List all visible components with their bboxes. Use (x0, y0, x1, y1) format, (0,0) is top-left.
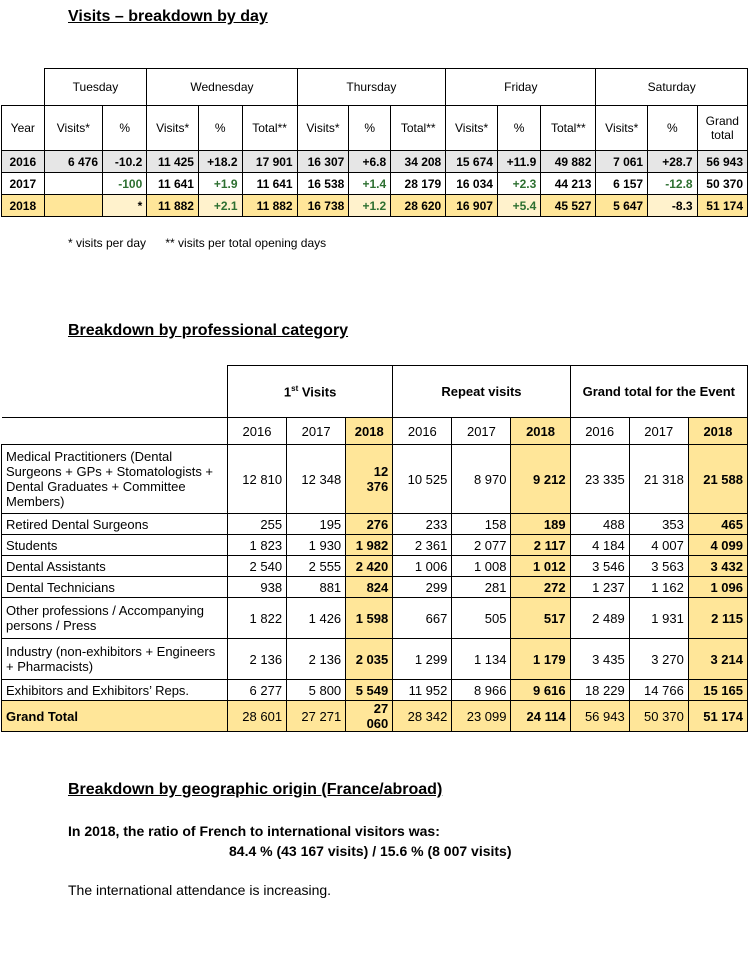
cell: 3 546 (570, 556, 629, 577)
day-header-thursday: Thursday (297, 69, 446, 106)
day-header-friday: Friday (446, 69, 596, 106)
cell-pct: +2.1 (198, 195, 242, 217)
cell: 1 299 (393, 639, 452, 680)
cell: 2 136 (287, 639, 346, 680)
cell-2018: 272 (511, 577, 570, 598)
col-total: Total** (242, 106, 297, 151)
cell: 8 966 (452, 680, 511, 701)
empty-corner (2, 418, 228, 445)
footnote (68, 236, 342, 250)
col-visits: Visits* (596, 106, 648, 151)
cell: 23 099 (452, 701, 511, 732)
cell-pct: +2.3 (497, 173, 540, 195)
table-row (2, 535, 748, 556)
table-row (2, 598, 748, 639)
cell: 2 555 (287, 556, 346, 577)
cell: 11 952 (393, 680, 452, 701)
col-pct: % (349, 106, 391, 151)
day-header-saturday: Saturday (596, 69, 748, 106)
cell-grand-total: 50 370 (697, 173, 747, 195)
cell-2018: 9 616 (511, 680, 570, 701)
table-row-2018 (2, 195, 748, 217)
cell: 488 (570, 514, 629, 535)
cell: 4 007 (629, 535, 688, 556)
cell-2018: 27 060 (346, 701, 393, 732)
cell: 12 348 (287, 445, 346, 514)
cell: 56 943 (570, 701, 629, 732)
col-visits: Visits* (44, 106, 102, 151)
empty-corner (2, 69, 45, 106)
col-visits: Visits* (297, 106, 349, 151)
row-label: Exhibitors and Exhibitors’ Reps. (2, 680, 228, 701)
row-label: Retired Dental Surgeons (2, 514, 228, 535)
footnote-visits-per-day: * visits per day (68, 236, 147, 250)
cell: 938 (227, 577, 286, 598)
row-label: Dental Assistants (2, 556, 228, 577)
year-header: 2018 (511, 418, 570, 445)
cell-2018: 2 035 (346, 639, 393, 680)
cell: 2 077 (452, 535, 511, 556)
cell-visits: 16 738 (297, 195, 349, 217)
cell: 3 563 (629, 556, 688, 577)
cell-pct: -12.8 (648, 173, 698, 195)
cell-2018: 1 982 (346, 535, 393, 556)
cell-visits (44, 195, 102, 217)
cell-2018: 5 549 (346, 680, 393, 701)
group-header-first-suffix: st (291, 383, 299, 393)
cell-2018: 189 (511, 514, 570, 535)
col-pct: % (497, 106, 540, 151)
cell-2018: 9 212 (511, 445, 570, 514)
table-row (2, 639, 748, 680)
year-header: 2016 (227, 418, 286, 445)
cell-pct: +18.2 (198, 151, 242, 173)
group-header-first-visits (227, 366, 392, 418)
cell-total: 28 620 (391, 195, 446, 217)
cell-2018: 2 420 (346, 556, 393, 577)
cell-total: 11 882 (242, 195, 297, 217)
cell-visits: 16 538 (297, 173, 349, 195)
col-pct: % (648, 106, 698, 151)
year-header: 2017 (452, 418, 511, 445)
visits-by-day-title: Visits – breakdown by day (68, 8, 268, 25)
cell-2018: 15 165 (688, 680, 747, 701)
cell-total: 17 901 (242, 151, 297, 173)
cell-visits: 7 061 (596, 151, 648, 173)
cell: 1 930 (287, 535, 346, 556)
cell: 12 810 (227, 445, 286, 514)
cell-pct: +1.4 (349, 173, 391, 195)
cell-pct: -10.2 (103, 151, 147, 173)
cell: 1 134 (452, 639, 511, 680)
cell-visits: 11 882 (147, 195, 199, 217)
cell: 195 (287, 514, 346, 535)
cell-visits: 16 307 (297, 151, 349, 173)
table-row (2, 514, 748, 535)
cell-visits: 11 425 (147, 151, 199, 173)
cell: 281 (452, 577, 511, 598)
cell: 158 (452, 514, 511, 535)
table-row-2017 (2, 173, 748, 195)
cell-total: 28 179 (391, 173, 446, 195)
cell-visits: 5 647 (596, 195, 648, 217)
cell-total: 11 641 (242, 173, 297, 195)
cell-2018: 517 (511, 598, 570, 639)
group-header-first-number: 1 (283, 384, 292, 400)
cell-year: 2016 (2, 151, 45, 173)
row-label: Other professions / Accompanying persons / Press (2, 598, 228, 639)
cell-visits: 11 641 (147, 173, 199, 195)
col-pct: % (103, 106, 147, 151)
cell-visits: 6 157 (596, 173, 648, 195)
cell: 505 (452, 598, 511, 639)
row-label: Medical Practitioners (Dental Surgeons + GPs + Stomatologists + Dental Graduates + Committee Members) (2, 445, 228, 514)
category-title: Breakdown by professional category (68, 322, 349, 339)
col-visits: Visits* (147, 106, 199, 151)
cell: 2 489 (570, 598, 629, 639)
year-header: 2018 (346, 418, 393, 445)
cell-2018: 3 432 (688, 556, 747, 577)
grand-total-row (2, 701, 748, 732)
group-header-grand-total: Grand total for the Event (570, 366, 747, 418)
cell-2018: 21 588 (688, 445, 747, 514)
cell-2018: 1 096 (688, 577, 747, 598)
empty-corner (2, 366, 228, 418)
cell: 2 361 (393, 535, 452, 556)
cell-year: 2018 (2, 195, 45, 217)
cell: 5 800 (287, 680, 346, 701)
cell-pct: -100 (103, 173, 147, 195)
cell-2018: 1 012 (511, 556, 570, 577)
attendance-note: The international attendance is increasing. (68, 882, 332, 898)
cell-pct: +1.9 (198, 173, 242, 195)
cell-pct: -8.3 (648, 195, 698, 217)
table-row (2, 556, 748, 577)
cell-2018: 4 099 (688, 535, 747, 556)
cell: 1 822 (227, 598, 286, 639)
cell-total: 45 527 (541, 195, 596, 217)
row-label: Grand Total (2, 701, 228, 732)
group-header-repeat-visits: Repeat visits (393, 366, 570, 418)
cell: 667 (393, 598, 452, 639)
ratio-values: 84.4 % (43 167 visits) / 15.6 % (8 007 visits) (229, 843, 512, 859)
cell: 28 601 (227, 701, 286, 732)
group-header-first-word: Visits (298, 384, 337, 400)
day-header-tuesday: Tuesday (44, 69, 147, 106)
col-pct: % (198, 106, 242, 151)
cell-2018: 1 179 (511, 639, 570, 680)
cell-visits (44, 173, 102, 195)
cell-pct: +11.9 (497, 151, 540, 173)
cell: 1 008 (452, 556, 511, 577)
cell-2018: 12 376 (346, 445, 393, 514)
cell: 1 931 (629, 598, 688, 639)
visits-by-day-table (1, 68, 748, 217)
year-header: 2016 (393, 418, 452, 445)
table-row (2, 445, 748, 514)
cell-visits: 6 476 (44, 151, 102, 173)
cell-2018: 51 174 (688, 701, 747, 732)
cell-pct: +1.2 (349, 195, 391, 217)
footnote-total-days: ** visits per total opening days (165, 236, 327, 250)
cell-visits: 16 034 (446, 173, 498, 195)
cell-2018: 24 114 (511, 701, 570, 732)
cell: 1 426 (287, 598, 346, 639)
cell: 1 006 (393, 556, 452, 577)
cell-total: 34 208 (391, 151, 446, 173)
cell: 1 162 (629, 577, 688, 598)
cell: 3 270 (629, 639, 688, 680)
year-header: 2018 (688, 418, 747, 445)
cell: 299 (393, 577, 452, 598)
cell-2018: 2 117 (511, 535, 570, 556)
row-label: Industry (non-exhibitors + Engineers + Pharmacists) (2, 639, 228, 680)
geographic-title: Breakdown by geographic origin (France/abroad) (68, 781, 443, 798)
col-total: Total** (391, 106, 446, 151)
year-header: 2017 (629, 418, 688, 445)
cell: 10 525 (393, 445, 452, 514)
cell-pct: +28.7 (648, 151, 698, 173)
cell-2018: 465 (688, 514, 747, 535)
cell: 27 271 (287, 701, 346, 732)
cell: 233 (393, 514, 452, 535)
cell: 14 766 (629, 680, 688, 701)
col-year: Year (2, 106, 45, 151)
table-row-2016 (2, 151, 748, 173)
cell-2018: 276 (346, 514, 393, 535)
year-header: 2017 (287, 418, 346, 445)
col-total: Total** (541, 106, 596, 151)
cell-pct: +6.8 (349, 151, 391, 173)
cell: 255 (227, 514, 286, 535)
cell-visits: 15 674 (446, 151, 498, 173)
cell-grand-total: 56 943 (697, 151, 747, 173)
cell: 6 277 (227, 680, 286, 701)
cell: 2 136 (227, 639, 286, 680)
table-row (2, 680, 748, 701)
cell-pct: * (103, 195, 147, 217)
category-table (1, 365, 748, 732)
cell: 2 540 (227, 556, 286, 577)
cell: 21 318 (629, 445, 688, 514)
cell-total: 44 213 (541, 173, 596, 195)
cell: 1 823 (227, 535, 286, 556)
year-header: 2016 (570, 418, 629, 445)
cell: 8 970 (452, 445, 511, 514)
cell-grand-total: 51 174 (697, 195, 747, 217)
cell-2018: 2 115 (688, 598, 747, 639)
cell-pct: +5.4 (497, 195, 540, 217)
cell-visits: 16 907 (446, 195, 498, 217)
cell: 1 237 (570, 577, 629, 598)
cell-2018: 3 214 (688, 639, 747, 680)
col-visits: Visits* (446, 106, 498, 151)
cell-2018: 824 (346, 577, 393, 598)
ratio-intro: In 2018, the ratio of French to international visitors was: (68, 823, 440, 839)
table-row (2, 577, 748, 598)
day-header-wednesday: Wednesday (147, 69, 297, 106)
cell: 353 (629, 514, 688, 535)
row-label: Students (2, 535, 228, 556)
cell-total: 49 882 (541, 151, 596, 173)
cell: 18 229 (570, 680, 629, 701)
cell: 23 335 (570, 445, 629, 514)
cell: 881 (287, 577, 346, 598)
col-grand-total: Grand total (697, 106, 747, 151)
row-label: Dental Technicians (2, 577, 228, 598)
cell: 28 342 (393, 701, 452, 732)
cell: 3 435 (570, 639, 629, 680)
cell: 4 184 (570, 535, 629, 556)
cell: 50 370 (629, 701, 688, 732)
cell-2018: 1 598 (346, 598, 393, 639)
cell-year: 2017 (2, 173, 45, 195)
